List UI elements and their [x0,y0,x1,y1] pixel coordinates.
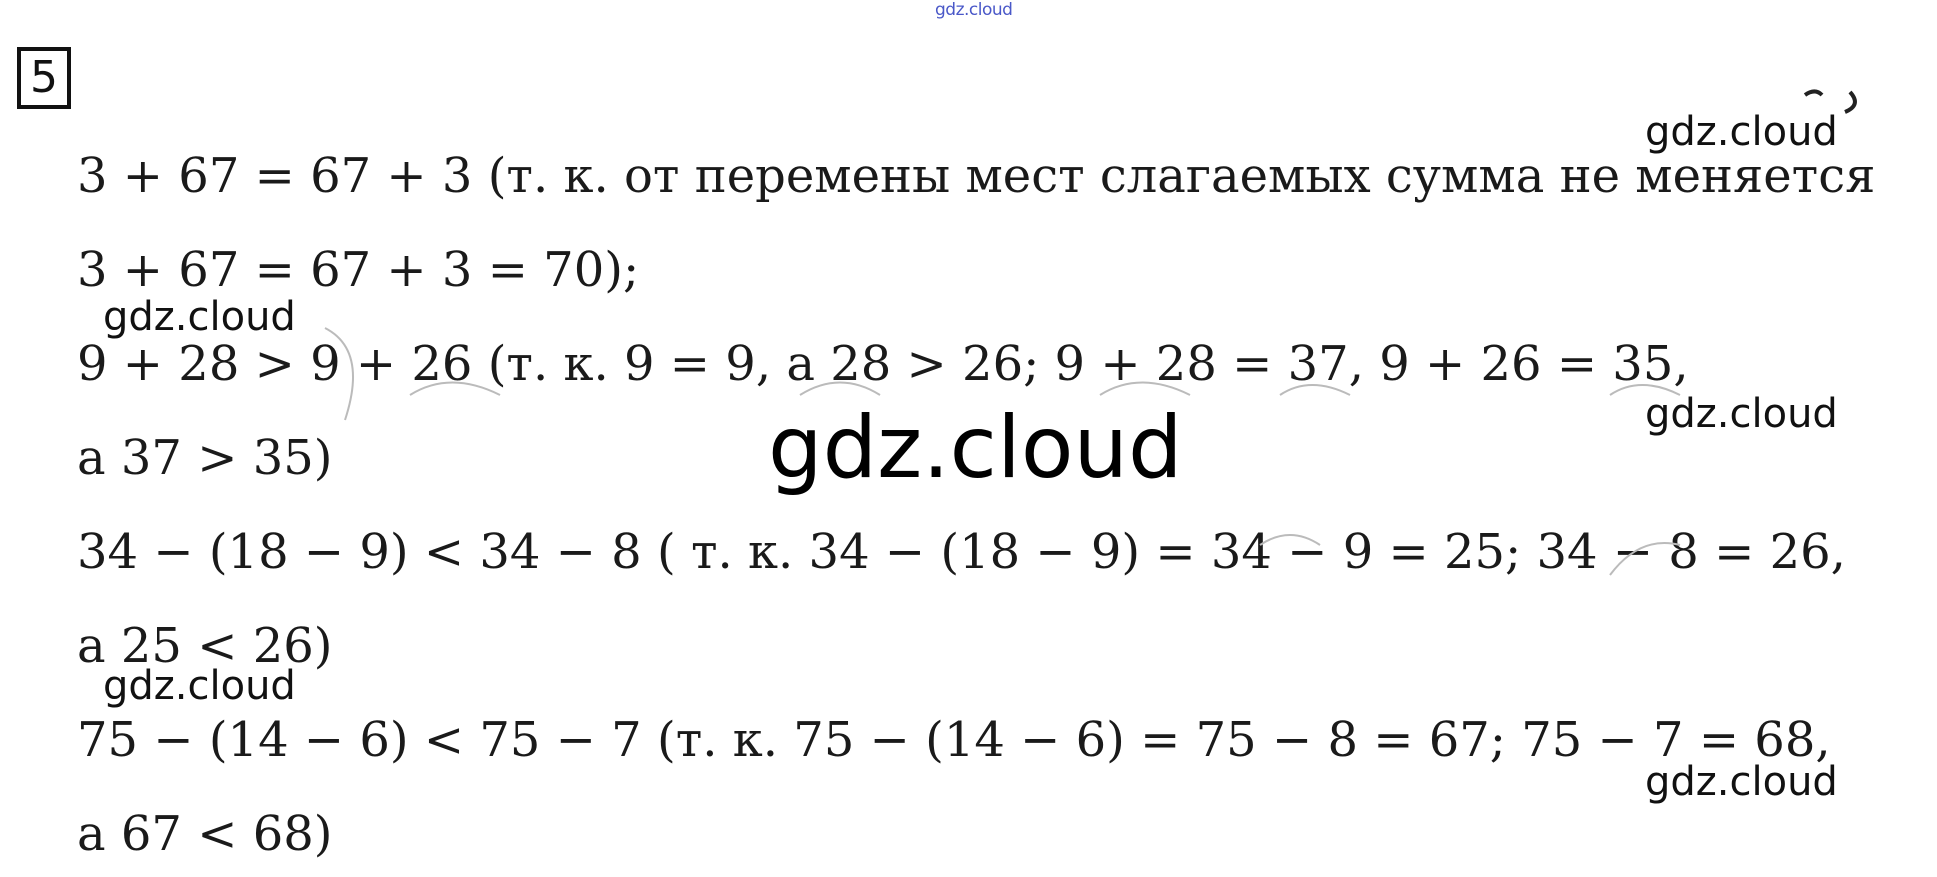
solution-line-2: 3 + 67 = 67 + 3 = 70); [77,242,640,298]
watermark-right-2: gdz.cloud [1645,391,1838,437]
solution-line-3: 9 + 28 > 9 + 26 (т. к. 9 = 9, а 28 > 26; 9 + 28 = 37, 9 + 26 = 35, [77,336,1689,392]
solution-line-4: а 37 > 35) [77,430,333,486]
watermark-right-3: gdz.cloud [1645,759,1838,805]
watermark-center: gdz.cloud [768,398,1183,498]
task-number-box: 5 [17,47,71,109]
solution-line-6: а 25 < 26) [77,618,333,674]
watermark-left-1: gdz.cloud [103,294,296,340]
watermark-right-1: gdz.cloud [1645,109,1838,155]
solution-line-8: а 67 < 68) [77,806,333,862]
top-watermark: gdz.cloud [935,0,1013,20]
solution-line-7: 75 − (14 − 6) < 75 − 7 (т. к. 75 − (14 − 6) = 75 − 8 = 67; 75 − 7 = 68, [77,712,1831,768]
solution-line-1: 3 + 67 = 67 + 3 (т. к. от перемены мест слагаемых сумма не меняется [77,148,1876,204]
watermark-left-2: gdz.cloud [103,663,296,709]
solution-line-5: 34 − (18 − 9) < 34 − 8 ( т. к. 34 − (18 − 9) = 34 − 9 = 25; 34 − 8 = 26, [77,524,1846,580]
